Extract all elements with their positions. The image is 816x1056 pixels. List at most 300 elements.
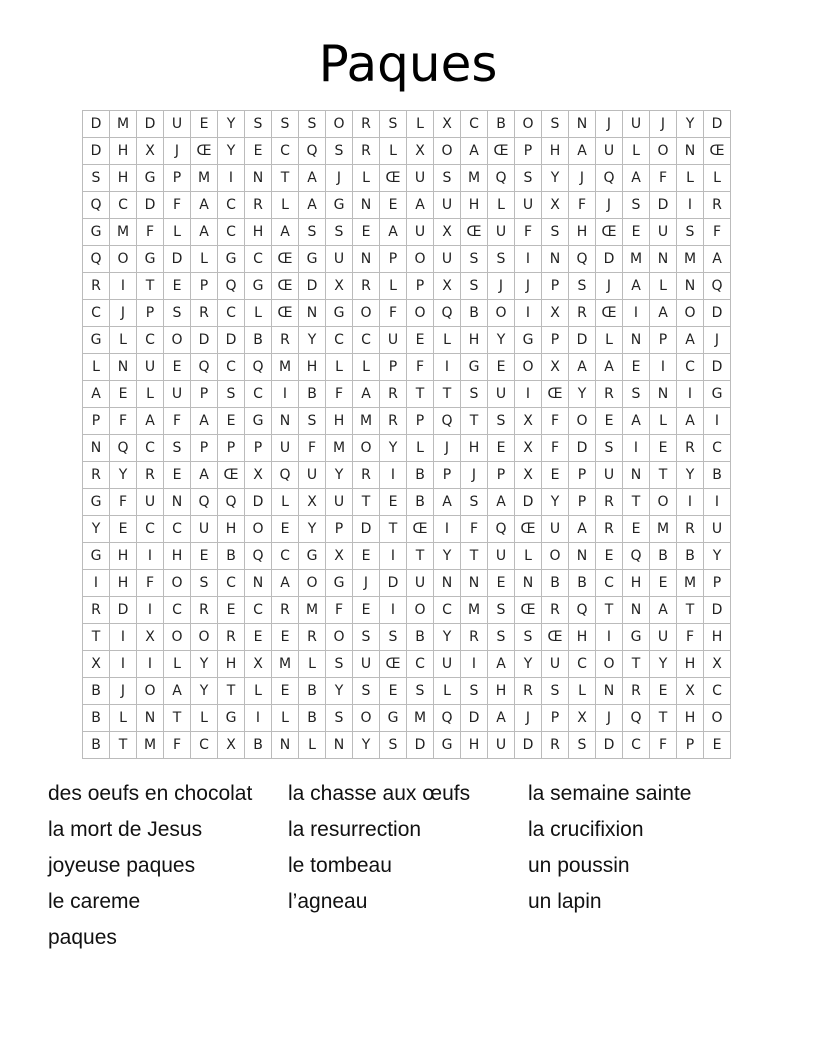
grid-cell[interactable]: B [245,732,272,759]
grid-cell[interactable]: O [164,570,191,597]
grid-cell[interactable]: A [569,516,596,543]
grid-cell[interactable]: Q [245,543,272,570]
grid-cell[interactable]: Y [326,462,353,489]
grid-cell[interactable]: S [164,300,191,327]
grid-cell[interactable]: T [461,408,488,435]
grid-cell[interactable]: G [218,705,245,732]
grid-cell[interactable]: J [353,570,380,597]
grid-cell[interactable]: I [137,651,164,678]
grid-cell[interactable]: O [407,300,434,327]
grid-cell[interactable]: Œ [596,300,623,327]
grid-cell[interactable]: I [515,381,542,408]
grid-cell[interactable]: C [245,597,272,624]
grid-cell[interactable]: D [83,111,110,138]
grid-cell[interactable]: U [326,489,353,516]
grid-cell[interactable]: C [326,327,353,354]
grid-cell[interactable]: N [677,273,704,300]
grid-cell[interactable]: Q [272,462,299,489]
grid-cell[interactable]: S [596,435,623,462]
grid-cell[interactable]: Q [110,435,137,462]
grid-cell[interactable]: C [704,435,731,462]
grid-cell[interactable]: T [650,705,677,732]
grid-cell[interactable]: D [218,327,245,354]
grid-cell[interactable]: O [353,300,380,327]
grid-cell[interactable]: T [650,462,677,489]
grid-cell[interactable]: E [596,408,623,435]
grid-cell[interactable]: Q [623,705,650,732]
grid-cell[interactable]: D [110,597,137,624]
grid-cell[interactable]: X [83,651,110,678]
grid-cell[interactable]: L [650,273,677,300]
grid-cell[interactable]: O [110,246,137,273]
grid-cell[interactable]: S [353,678,380,705]
grid-cell[interactable]: G [326,192,353,219]
grid-cell[interactable]: B [218,543,245,570]
grid-cell[interactable]: Q [218,489,245,516]
grid-cell[interactable]: Q [245,354,272,381]
grid-cell[interactable]: Q [434,705,461,732]
grid-cell[interactable]: Q [569,597,596,624]
grid-cell[interactable]: Y [218,111,245,138]
grid-cell[interactable]: X [245,651,272,678]
grid-cell[interactable]: N [461,570,488,597]
grid-cell[interactable]: S [542,111,569,138]
grid-cell[interactable]: Q [299,138,326,165]
grid-cell[interactable]: Œ [272,300,299,327]
grid-cell[interactable]: H [218,651,245,678]
grid-cell[interactable]: P [164,165,191,192]
grid-cell[interactable]: R [218,624,245,651]
grid-cell[interactable]: B [407,624,434,651]
grid-cell[interactable]: X [326,543,353,570]
grid-cell[interactable]: L [353,354,380,381]
grid-cell[interactable]: C [407,651,434,678]
grid-cell[interactable]: R [83,597,110,624]
grid-cell[interactable]: I [704,408,731,435]
grid-cell[interactable]: U [488,381,515,408]
grid-cell[interactable]: I [380,597,407,624]
grid-cell[interactable]: Q [83,246,110,273]
grid-cell[interactable]: C [164,516,191,543]
grid-cell[interactable]: C [461,111,488,138]
grid-cell[interactable]: L [569,678,596,705]
grid-cell[interactable]: E [164,273,191,300]
grid-cell[interactable]: P [191,435,218,462]
grid-cell[interactable]: L [110,327,137,354]
grid-cell[interactable]: A [488,651,515,678]
grid-cell[interactable]: A [380,219,407,246]
grid-cell[interactable]: M [677,570,704,597]
grid-cell[interactable]: Y [542,489,569,516]
grid-cell[interactable]: X [137,138,164,165]
grid-cell[interactable]: S [83,165,110,192]
grid-cell[interactable]: C [137,435,164,462]
grid-cell[interactable]: I [650,354,677,381]
grid-cell[interactable]: O [137,678,164,705]
grid-cell[interactable]: L [650,408,677,435]
grid-cell[interactable]: O [245,516,272,543]
grid-cell[interactable]: R [380,381,407,408]
grid-cell[interactable]: L [272,705,299,732]
grid-cell[interactable]: I [434,354,461,381]
grid-cell[interactable]: G [515,327,542,354]
grid-cell[interactable]: X [569,705,596,732]
grid-cell[interactable]: B [83,705,110,732]
grid-cell[interactable]: T [623,651,650,678]
grid-cell[interactable]: G [434,732,461,759]
grid-cell[interactable]: B [704,462,731,489]
grid-cell[interactable]: T [164,705,191,732]
grid-cell[interactable]: T [596,597,623,624]
grid-cell[interactable]: Y [569,381,596,408]
grid-cell[interactable]: R [353,138,380,165]
grid-cell[interactable]: E [596,543,623,570]
grid-cell[interactable]: H [110,543,137,570]
grid-cell[interactable]: E [110,381,137,408]
grid-cell[interactable]: J [515,705,542,732]
grid-cell[interactable]: I [272,381,299,408]
grid-cell[interactable]: B [407,489,434,516]
grid-cell[interactable]: I [461,651,488,678]
grid-cell[interactable]: B [299,678,326,705]
grid-cell[interactable]: U [191,516,218,543]
grid-cell[interactable]: O [515,111,542,138]
grid-cell[interactable]: H [461,732,488,759]
grid-cell[interactable]: Q [569,246,596,273]
grid-cell[interactable]: X [542,300,569,327]
grid-cell[interactable]: R [542,597,569,624]
grid-cell[interactable]: L [191,705,218,732]
grid-cell[interactable]: U [596,138,623,165]
grid-cell[interactable]: Q [704,273,731,300]
grid-cell[interactable]: T [407,543,434,570]
grid-cell[interactable]: G [326,300,353,327]
grid-cell[interactable]: N [623,327,650,354]
grid-cell[interactable]: Q [488,165,515,192]
grid-cell[interactable]: Y [353,732,380,759]
grid-cell[interactable]: E [353,219,380,246]
grid-cell[interactable]: U [299,462,326,489]
grid-cell[interactable]: Q [488,516,515,543]
grid-cell[interactable]: H [569,219,596,246]
grid-cell[interactable]: M [623,246,650,273]
grid-cell[interactable]: Y [299,327,326,354]
grid-cell[interactable]: Œ [704,138,731,165]
grid-cell[interactable]: A [677,408,704,435]
grid-cell[interactable]: N [272,732,299,759]
grid-cell[interactable]: I [137,543,164,570]
grid-cell[interactable]: S [461,381,488,408]
grid-cell[interactable]: F [110,489,137,516]
grid-cell[interactable]: R [245,192,272,219]
grid-cell[interactable]: S [326,705,353,732]
grid-cell[interactable]: A [488,489,515,516]
grid-cell[interactable]: Q [218,273,245,300]
grid-cell[interactable]: L [326,354,353,381]
grid-cell[interactable]: N [596,678,623,705]
grid-cell[interactable]: D [650,192,677,219]
grid-cell[interactable]: U [515,192,542,219]
grid-cell[interactable]: E [623,516,650,543]
grid-cell[interactable]: B [83,678,110,705]
grid-cell[interactable]: M [353,408,380,435]
grid-cell[interactable]: Œ [407,516,434,543]
grid-cell[interactable]: L [407,111,434,138]
grid-cell[interactable]: Q [434,408,461,435]
grid-cell[interactable]: X [434,273,461,300]
grid-cell[interactable]: M [110,111,137,138]
grid-cell[interactable]: Œ [380,651,407,678]
grid-cell[interactable]: F [650,732,677,759]
grid-cell[interactable]: E [542,462,569,489]
grid-cell[interactable]: Q [434,300,461,327]
grid-cell[interactable]: A [191,408,218,435]
grid-cell[interactable]: B [83,732,110,759]
grid-cell[interactable]: N [272,408,299,435]
grid-cell[interactable]: M [461,165,488,192]
grid-cell[interactable]: D [569,435,596,462]
grid-cell[interactable]: Œ [542,624,569,651]
grid-cell[interactable]: B [407,462,434,489]
grid-cell[interactable]: S [461,489,488,516]
grid-cell[interactable]: P [542,273,569,300]
grid-cell[interactable]: A [299,192,326,219]
grid-cell[interactable]: X [515,408,542,435]
grid-cell[interactable]: T [110,732,137,759]
grid-cell[interactable]: Œ [596,219,623,246]
grid-cell[interactable]: O [353,705,380,732]
grid-cell[interactable]: I [110,273,137,300]
grid-cell[interactable]: A [299,165,326,192]
grid-cell[interactable]: Y [434,543,461,570]
grid-cell[interactable]: P [488,462,515,489]
grid-cell[interactable]: L [677,165,704,192]
grid-cell[interactable]: L [596,327,623,354]
grid-cell[interactable]: X [704,651,731,678]
grid-cell[interactable]: L [434,327,461,354]
grid-cell[interactable]: B [650,543,677,570]
grid-cell[interactable]: Œ [191,138,218,165]
grid-cell[interactable]: U [137,489,164,516]
grid-cell[interactable]: O [407,597,434,624]
grid-cell[interactable]: Y [434,624,461,651]
grid-cell[interactable]: R [137,462,164,489]
grid-cell[interactable]: F [542,408,569,435]
grid-cell[interactable]: Œ [488,138,515,165]
grid-cell[interactable]: R [569,300,596,327]
grid-cell[interactable]: T [434,381,461,408]
grid-cell[interactable]: P [650,327,677,354]
grid-cell[interactable]: L [380,273,407,300]
grid-cell[interactable]: A [191,219,218,246]
grid-cell[interactable]: H [326,408,353,435]
grid-cell[interactable]: J [461,462,488,489]
grid-cell[interactable]: J [515,273,542,300]
grid-cell[interactable]: G [83,543,110,570]
grid-cell[interactable]: I [596,624,623,651]
grid-cell[interactable]: L [245,678,272,705]
grid-cell[interactable]: Y [488,327,515,354]
grid-cell[interactable]: J [650,111,677,138]
grid-cell[interactable]: S [299,408,326,435]
grid-cell[interactable]: R [677,516,704,543]
grid-cell[interactable]: Y [83,516,110,543]
grid-cell[interactable]: S [569,273,596,300]
grid-cell[interactable]: G [704,381,731,408]
grid-cell[interactable]: M [326,435,353,462]
grid-cell[interactable]: I [110,651,137,678]
grid-cell[interactable]: F [110,408,137,435]
grid-cell[interactable]: Œ [542,381,569,408]
grid-cell[interactable]: E [623,219,650,246]
grid-cell[interactable]: S [326,651,353,678]
grid-cell[interactable]: G [83,489,110,516]
grid-cell[interactable]: U [137,354,164,381]
grid-cell[interactable]: N [83,435,110,462]
grid-cell[interactable]: R [353,111,380,138]
grid-cell[interactable]: N [299,300,326,327]
grid-cell[interactable]: G [137,165,164,192]
grid-cell[interactable]: A [272,570,299,597]
grid-cell[interactable]: L [299,651,326,678]
grid-cell[interactable]: H [569,624,596,651]
grid-cell[interactable]: T [137,273,164,300]
grid-cell[interactable]: I [83,570,110,597]
grid-cell[interactable]: R [191,300,218,327]
grid-cell[interactable]: U [407,165,434,192]
grid-cell[interactable]: Q [83,192,110,219]
grid-cell[interactable]: P [191,381,218,408]
grid-cell[interactable]: D [83,138,110,165]
grid-cell[interactable]: F [164,732,191,759]
grid-cell[interactable]: U [650,624,677,651]
grid-cell[interactable]: I [245,705,272,732]
grid-cell[interactable]: O [434,138,461,165]
grid-cell[interactable]: E [164,354,191,381]
grid-cell[interactable]: U [434,651,461,678]
grid-cell[interactable]: I [110,624,137,651]
grid-cell[interactable]: X [677,678,704,705]
grid-cell[interactable]: O [596,651,623,678]
grid-cell[interactable]: E [353,543,380,570]
grid-cell[interactable]: P [137,300,164,327]
grid-cell[interactable]: R [461,624,488,651]
grid-cell[interactable]: N [623,462,650,489]
grid-cell[interactable]: C [677,354,704,381]
grid-cell[interactable]: T [272,165,299,192]
grid-cell[interactable]: S [623,192,650,219]
grid-cell[interactable]: H [110,165,137,192]
grid-cell[interactable]: A [488,705,515,732]
grid-cell[interactable]: N [164,489,191,516]
grid-cell[interactable]: F [137,570,164,597]
grid-cell[interactable]: U [407,219,434,246]
grid-cell[interactable]: S [488,408,515,435]
grid-cell[interactable]: S [515,624,542,651]
grid-cell[interactable]: T [461,543,488,570]
grid-cell[interactable]: S [380,732,407,759]
grid-cell[interactable]: U [434,192,461,219]
grid-cell[interactable]: S [434,165,461,192]
grid-cell[interactable]: N [353,246,380,273]
grid-cell[interactable]: S [488,246,515,273]
grid-cell[interactable]: P [515,138,542,165]
grid-cell[interactable]: M [299,597,326,624]
grid-cell[interactable]: R [299,624,326,651]
grid-cell[interactable]: D [407,732,434,759]
grid-cell[interactable]: N [542,246,569,273]
grid-cell[interactable]: P [83,408,110,435]
grid-cell[interactable]: G [380,705,407,732]
grid-cell[interactable]: S [218,381,245,408]
grid-cell[interactable]: G [83,219,110,246]
grid-cell[interactable]: C [434,597,461,624]
grid-cell[interactable]: N [515,570,542,597]
grid-cell[interactable]: A [623,165,650,192]
grid-cell[interactable]: H [488,678,515,705]
grid-cell[interactable]: S [245,111,272,138]
grid-cell[interactable]: P [407,408,434,435]
grid-cell[interactable]: B [569,570,596,597]
grid-cell[interactable]: I [677,192,704,219]
grid-cell[interactable]: U [326,246,353,273]
grid-cell[interactable]: F [164,408,191,435]
grid-cell[interactable]: E [704,732,731,759]
grid-cell[interactable]: O [569,408,596,435]
grid-cell[interactable]: O [677,300,704,327]
grid-cell[interactable]: Œ [515,516,542,543]
grid-cell[interactable]: P [704,570,731,597]
grid-cell[interactable]: E [488,354,515,381]
grid-cell[interactable]: J [569,165,596,192]
grid-cell[interactable]: D [137,192,164,219]
grid-cell[interactable]: E [110,516,137,543]
grid-cell[interactable]: R [704,192,731,219]
grid-cell[interactable]: H [461,192,488,219]
grid-cell[interactable]: X [515,462,542,489]
grid-cell[interactable]: L [353,165,380,192]
grid-cell[interactable]: S [380,111,407,138]
grid-cell[interactable]: U [407,570,434,597]
grid-cell[interactable]: Y [326,678,353,705]
grid-cell[interactable]: C [218,192,245,219]
grid-cell[interactable]: C [353,327,380,354]
grid-cell[interactable]: O [515,354,542,381]
grid-cell[interactable]: M [407,705,434,732]
grid-cell[interactable]: E [272,624,299,651]
grid-cell[interactable]: E [272,516,299,543]
grid-cell[interactable]: X [407,138,434,165]
grid-cell[interactable]: Œ [380,165,407,192]
grid-cell[interactable]: G [461,354,488,381]
grid-cell[interactable]: L [407,435,434,462]
grid-cell[interactable]: D [380,570,407,597]
grid-cell[interactable]: I [677,381,704,408]
grid-cell[interactable]: X [218,732,245,759]
grid-cell[interactable]: E [380,489,407,516]
grid-cell[interactable]: S [299,219,326,246]
grid-cell[interactable]: A [704,246,731,273]
grid-cell[interactable]: O [650,489,677,516]
grid-cell[interactable]: O [164,624,191,651]
grid-cell[interactable]: F [380,300,407,327]
grid-cell[interactable]: Œ [461,219,488,246]
grid-cell[interactable]: P [434,462,461,489]
grid-cell[interactable]: X [434,111,461,138]
grid-cell[interactable]: H [461,327,488,354]
grid-cell[interactable]: T [623,489,650,516]
grid-cell[interactable]: J [326,165,353,192]
